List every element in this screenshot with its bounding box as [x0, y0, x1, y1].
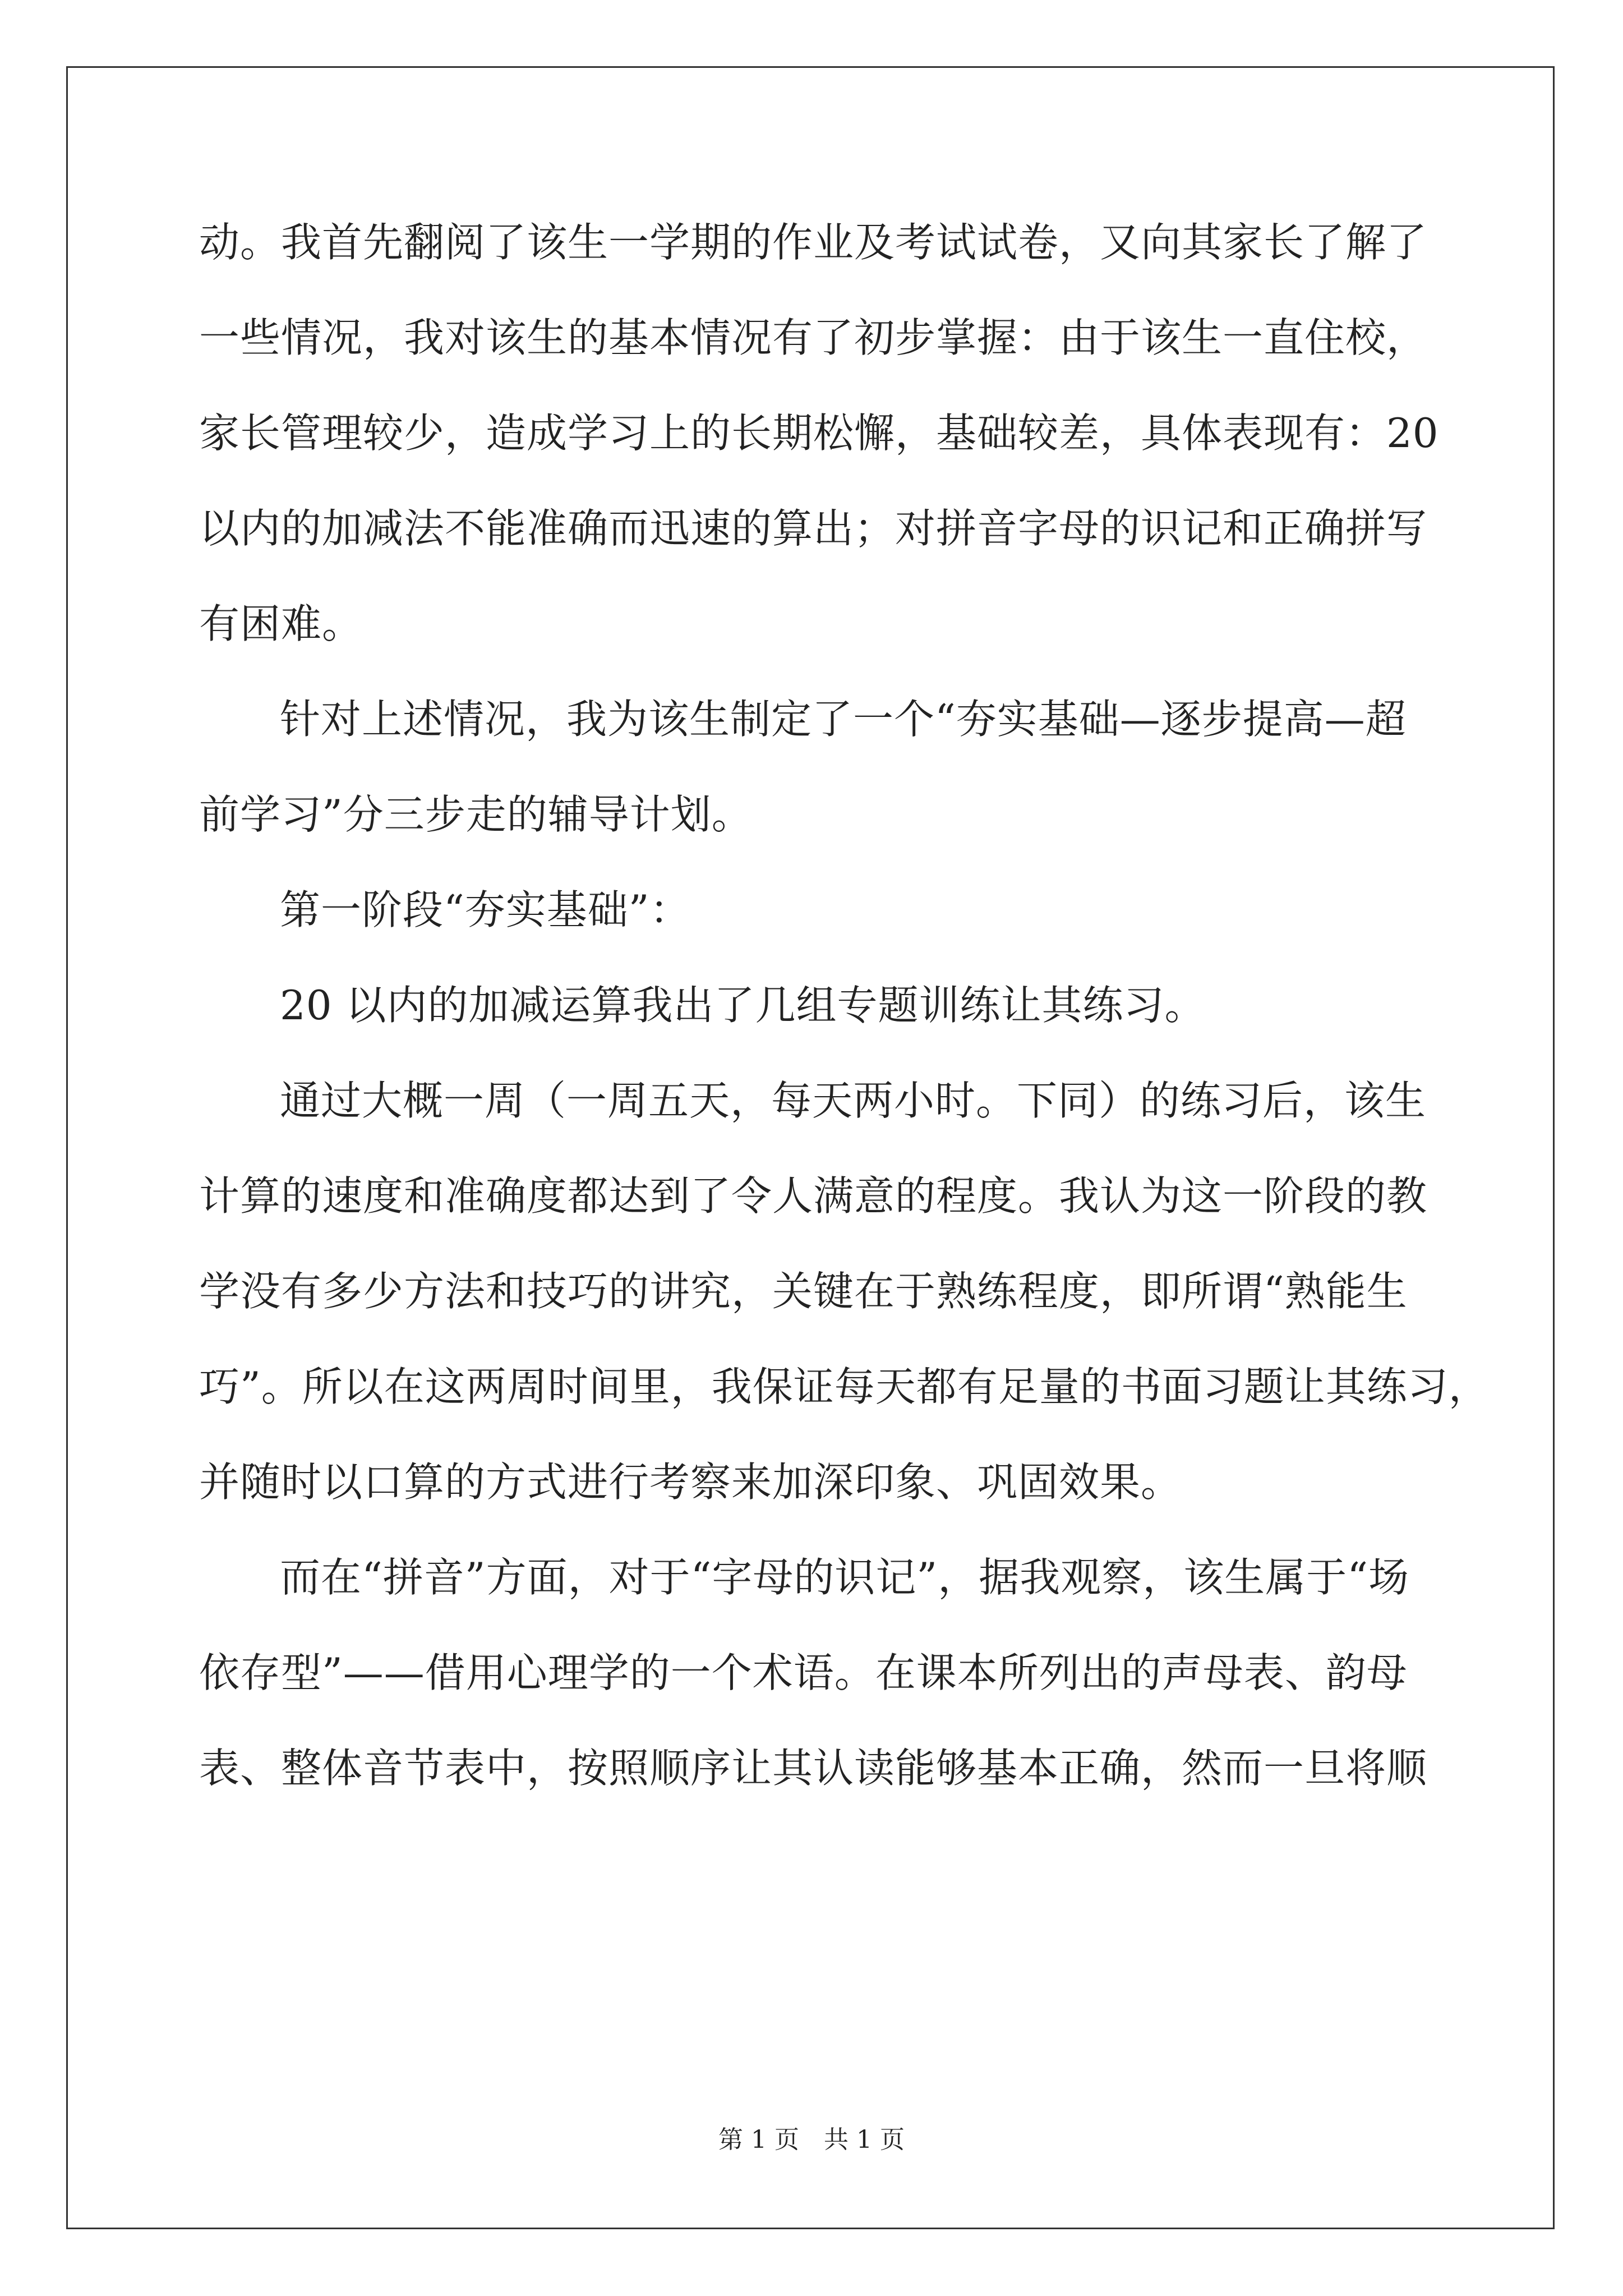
text-line: 依存型”——借用心理学的一个术语。在课本所列出的声母表、韵母 [199, 1649, 1408, 1696]
text-line: 表、整体音节表中，按照顺序让其认读能够基本正确，然而一旦将顺 [199, 1745, 1428, 1792]
text-line: 有困难。 [199, 600, 363, 647]
text-line: 家长管理较少，造成学习上的长期松懈，基础较差，具体表现有：20 [199, 409, 1439, 457]
text-line: 巧”。所以在这两周时间里，我保证每天都有足量的书面习题让其练习， [199, 1363, 1490, 1410]
page-border [66, 66, 1555, 2229]
text-line: 第一阶段“夯实基础”： [280, 886, 691, 933]
text-line: 通过大概一周（一周五天，每天两小时。下同）的练习后，该生 [280, 1077, 1427, 1124]
text-line: 计算的速度和准确度都达到了令人满意的程度。我认为这一阶段的教 [199, 1172, 1428, 1220]
text-line: 前学习”分三步走的辅导计划。 [199, 791, 753, 838]
text-line: 针对上述情况，我为该生制定了一个“夯实基础—逐步提高—超 [280, 696, 1407, 743]
text-line: 动。我首先翻阅了该生一学期的作业及考试试卷，又向其家长了解了 [199, 219, 1428, 266]
text-line: 学没有多少方法和技巧的讲究，关键在于熟练程度，即所谓“熟能生 [199, 1268, 1408, 1315]
text-line: 以内的加减法不能准确而迅速的算出；对拼音字母的识记和正确拼写 [199, 505, 1428, 552]
text-line: 而在“拼音”方面，对于“字母的识记”，据我观察，该生属于“场 [280, 1554, 1410, 1601]
text-line: 并随时以口算的方式进行考察来加深印象、巩固效果。 [199, 1458, 1182, 1506]
page-footer: 第 1 页 共 1 页 [718, 2125, 905, 2154]
text-line: 一些情况，我对该生的基本情况有了初步掌握：由于该生一直住校， [199, 314, 1428, 361]
text-line: 20 以内的加减运算我出了几组专题训练让其练习。 [280, 982, 1206, 1029]
